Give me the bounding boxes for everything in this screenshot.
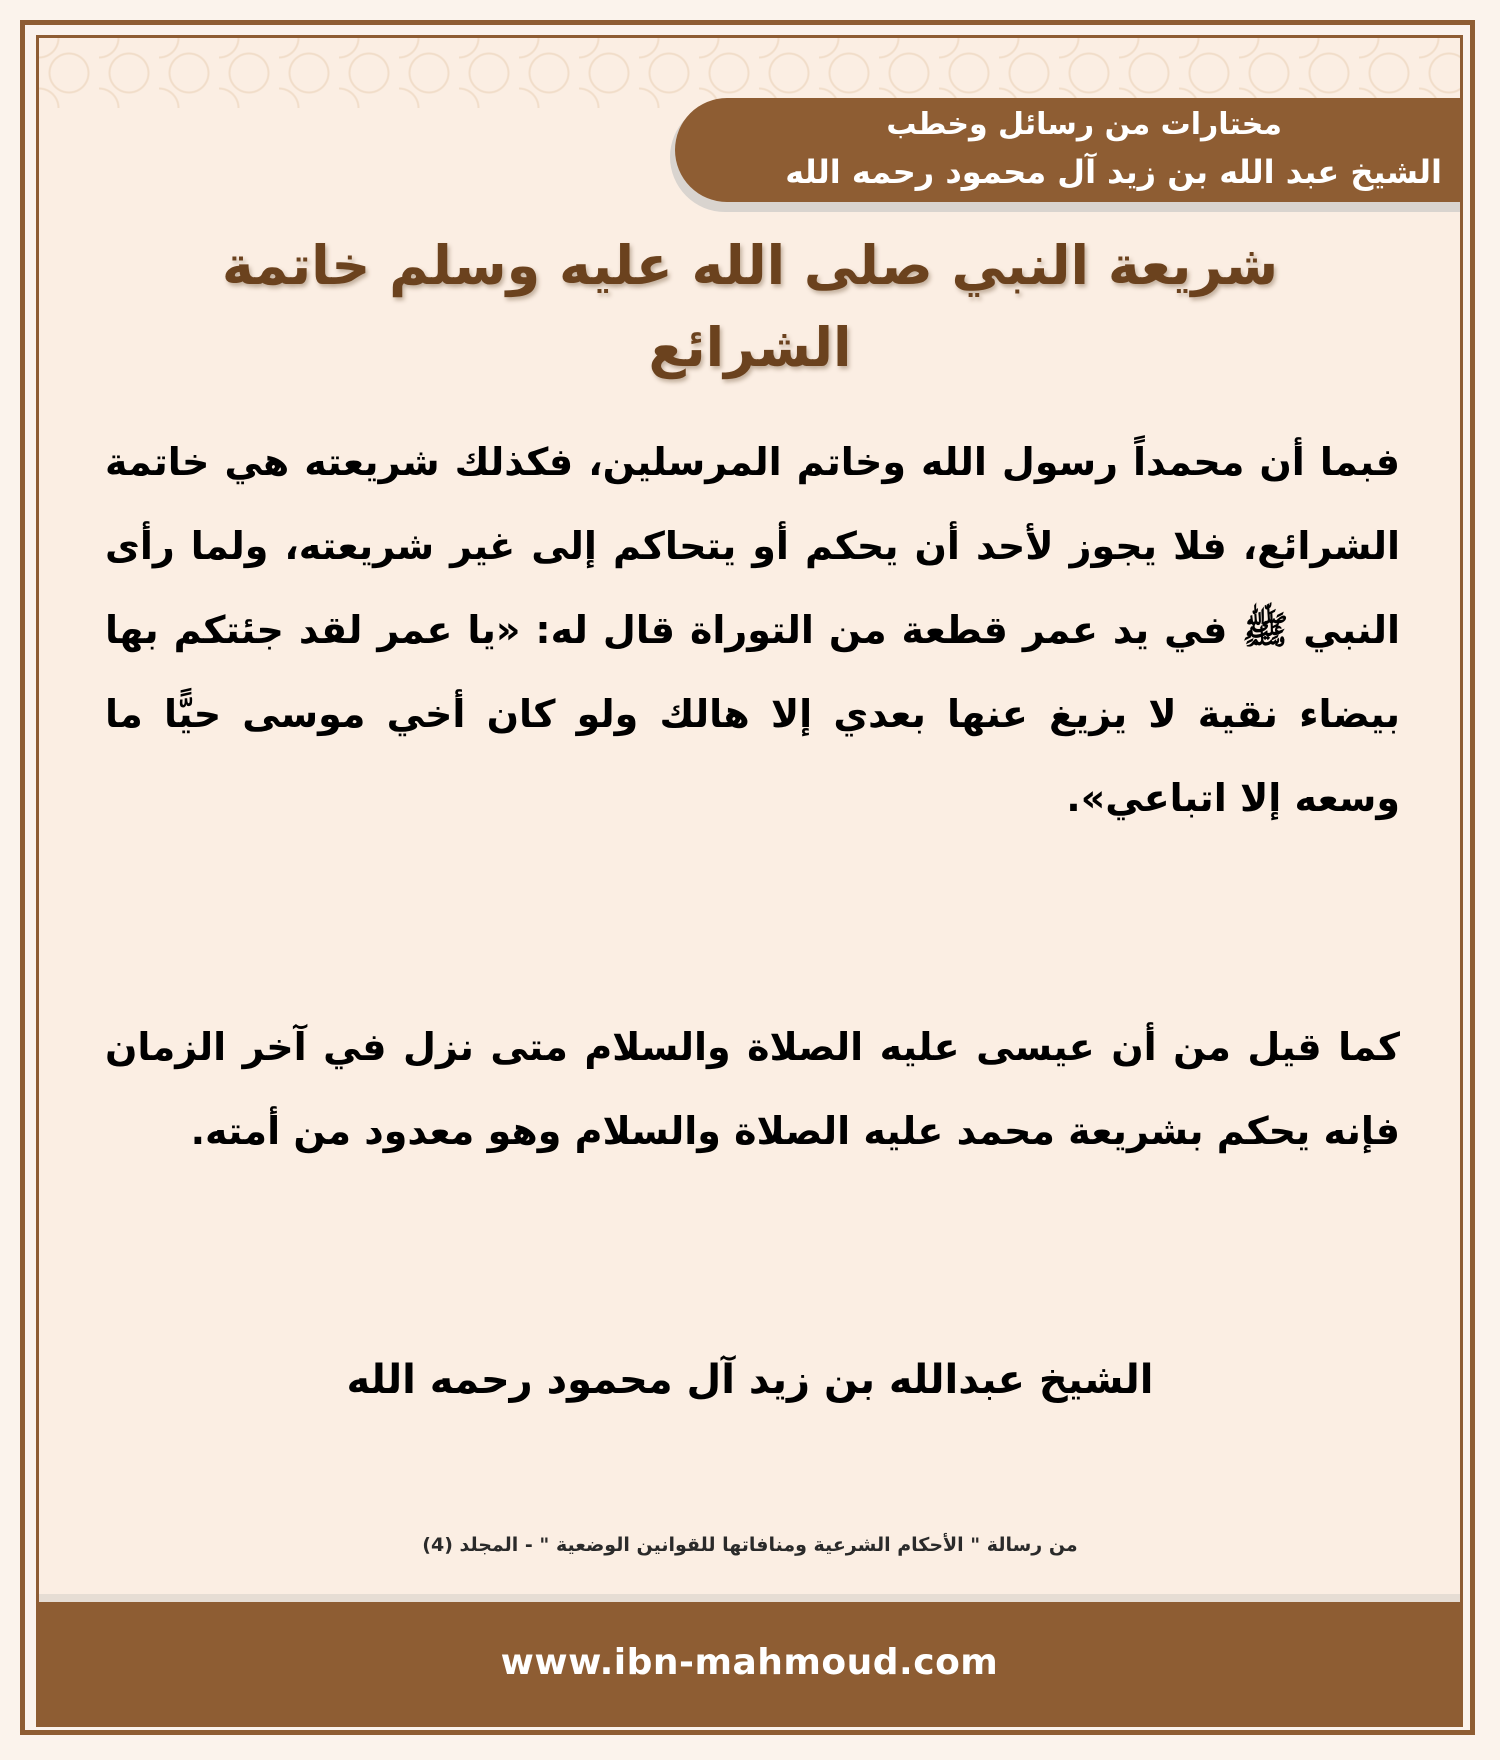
header-ribbon <box>675 98 1460 202</box>
page-title: شريعة النبي صلى الله عليه وسلم خاتمة الشرائع <box>221 234 1279 379</box>
source-reference: من رسالة " الأحكام الشرعية ومنافاتها للقوانين الوضعية " - المجلد (4) <box>422 1534 1078 1556</box>
body-paragraph-2: كما قيل من أن عيسى عليه الصلاة والسلام متى نزل في آخر الزمان فإنه يحكم بشريعة محمد عليه الصلاة والسلام وهو معدود من أمته. <box>105 1025 1400 1153</box>
author-signature: الشيخ عبدالله بن زيد آل محمود رحمه الله <box>346 1357 1154 1403</box>
website-url: www.ibn-mahmoud.com <box>500 1642 999 1683</box>
header-series-title: مختارات من رسائل وخطب <box>886 107 1282 142</box>
body-paragraph-1: فبما أن محمداً رسول الله وخاتم المرسلين، فكذلك شريعته هي خاتمة الشرائع، فلا يجوز لأحد أن يحكم أو يتحاكم إلى غير شريعته، ولما رأى النبي ﷺ في يد عمر قطعة من التوراة قال له: «يا عمر لقد جئتكم بها بيضاء نقية لا يزيغ عنها بعدي إلا هالك ولو كان أخي موسى حيًّا ما وسعه إلا اتباعي». <box>105 440 1400 820</box>
header-author: الشيخ عبد الله بن زيد آل محمود رحمه الله <box>785 153 1442 191</box>
footer-divider <box>39 1594 1460 1602</box>
footer-bar <box>39 1602 1460 1724</box>
